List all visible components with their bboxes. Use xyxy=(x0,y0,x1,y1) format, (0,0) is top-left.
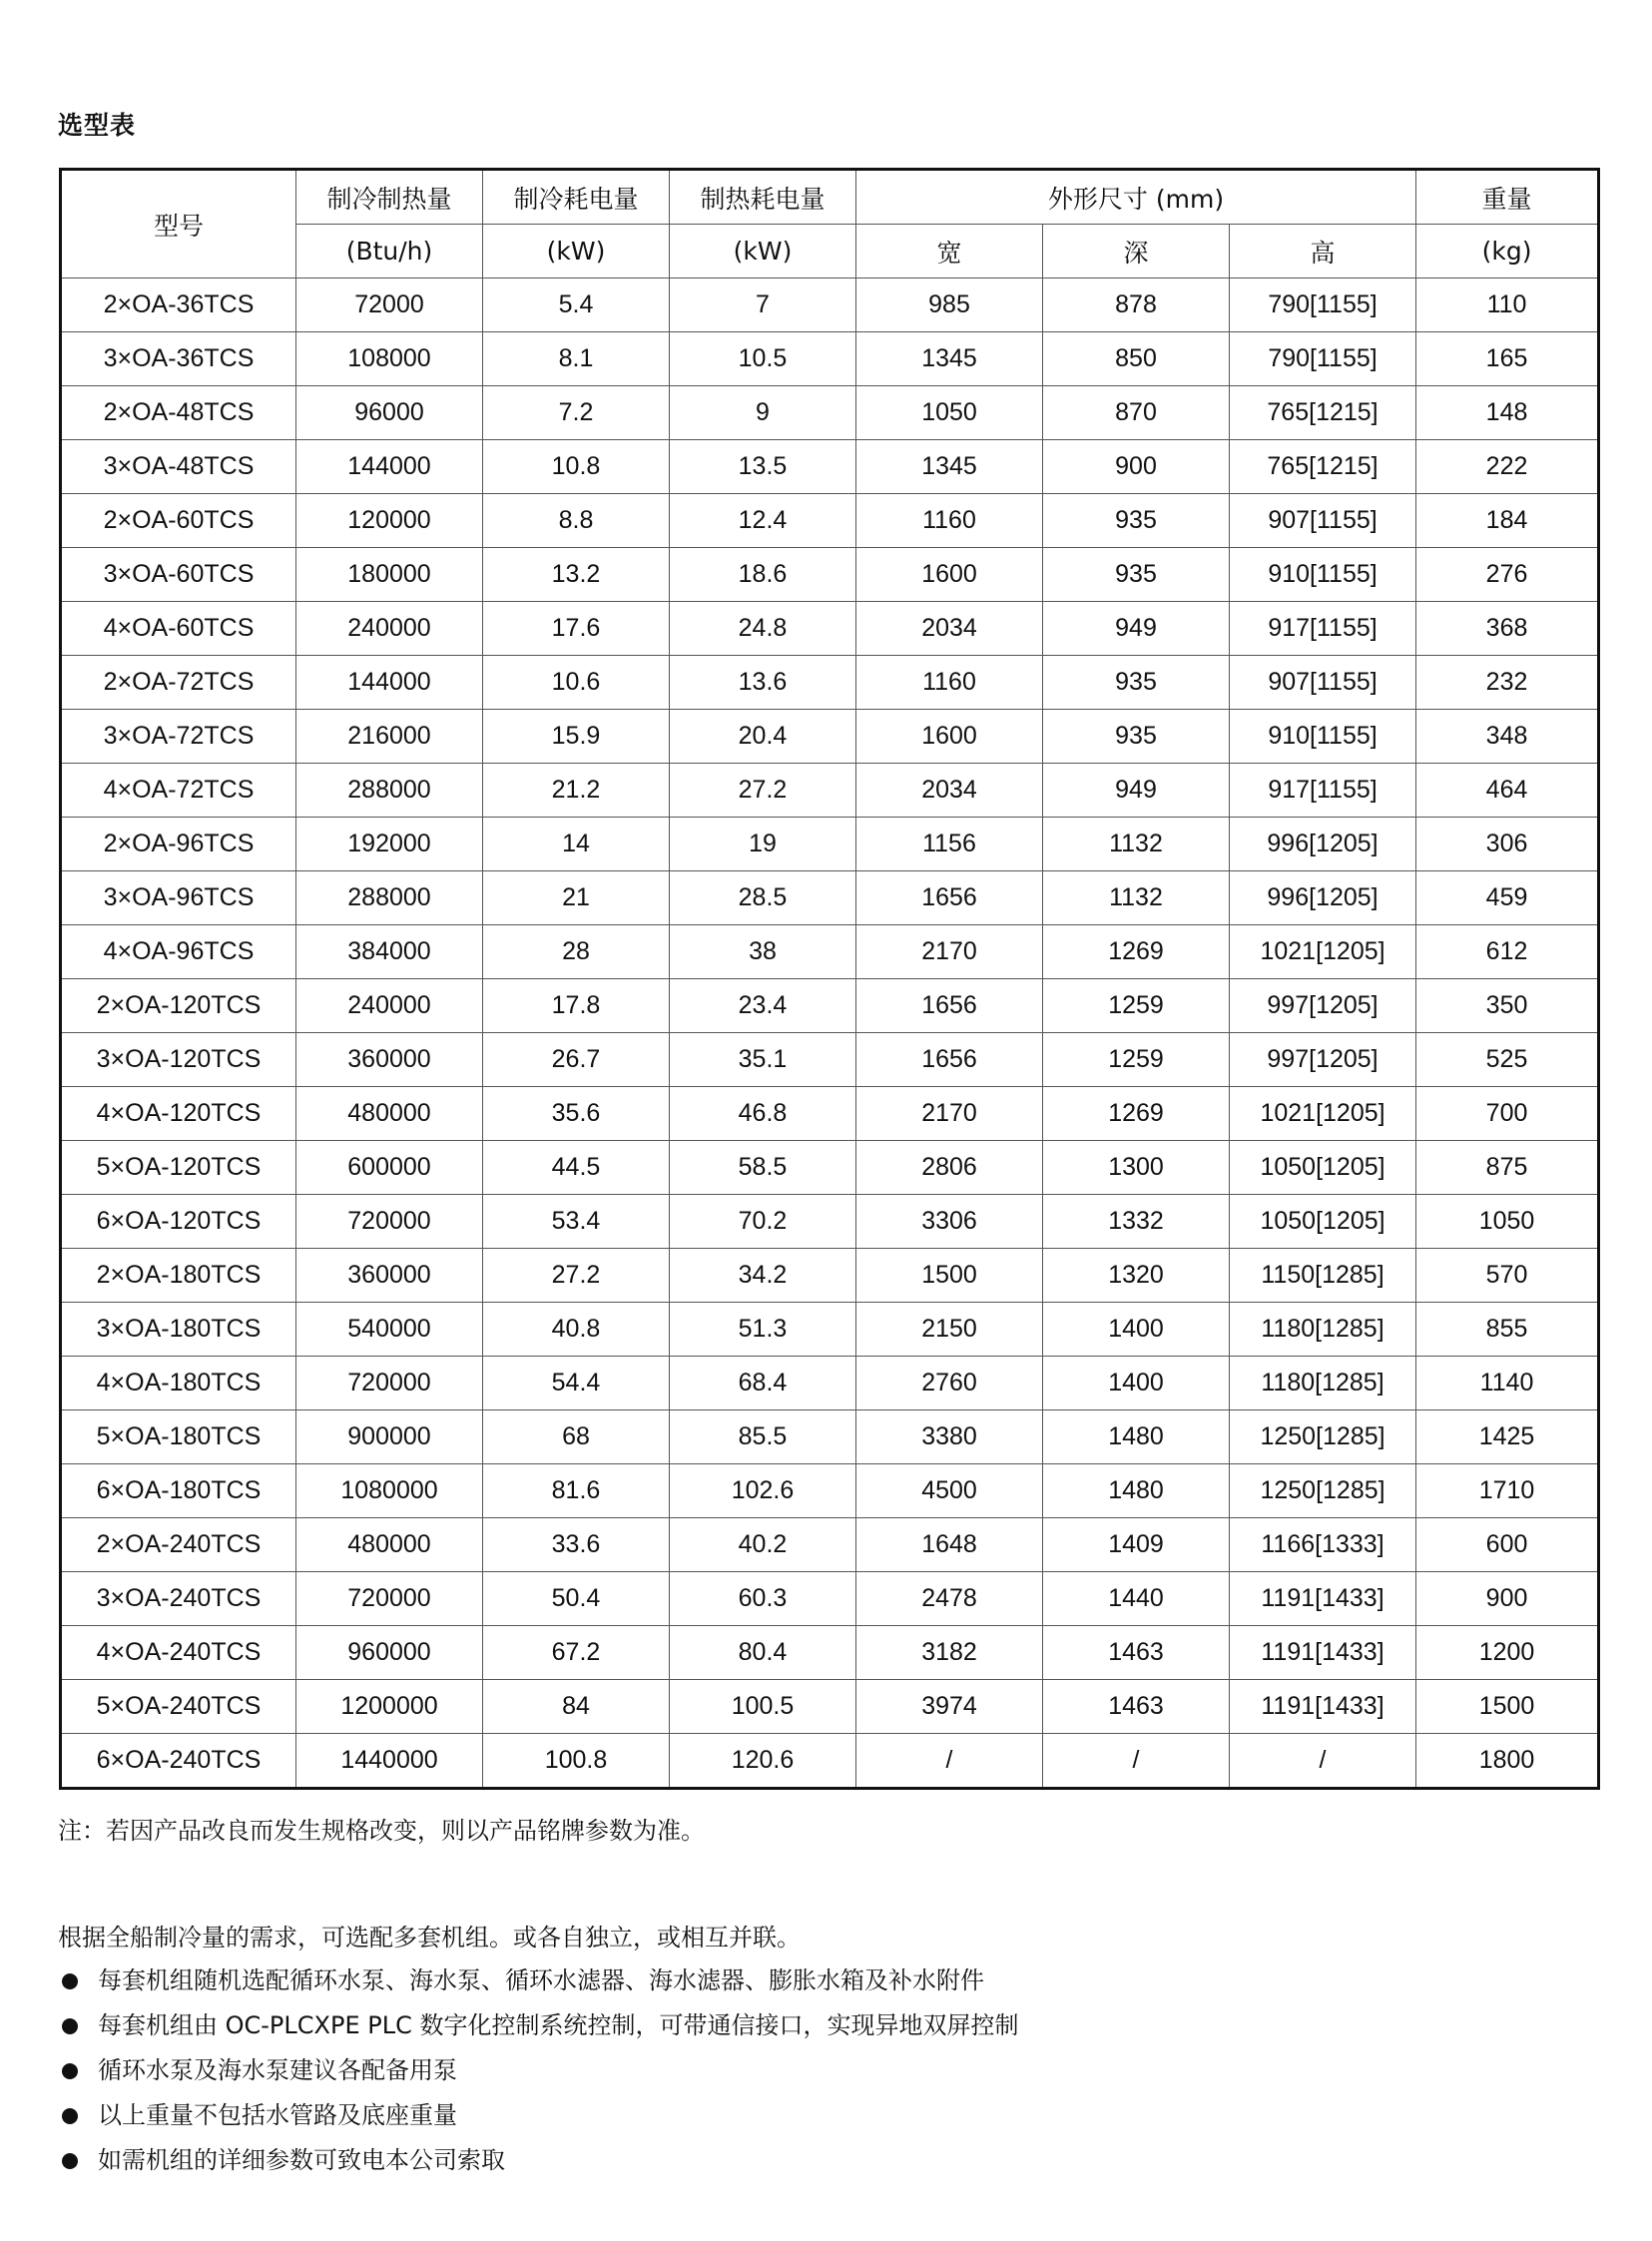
cell-depth: 1132 xyxy=(1043,818,1230,871)
cell-heat-power: 70.2 xyxy=(670,1195,856,1249)
cell-height: 1191[1433] xyxy=(1230,1572,1416,1626)
cell-cool-power: 10.8 xyxy=(483,440,670,494)
cell-weight: 900 xyxy=(1416,1572,1599,1626)
cell-width: 3380 xyxy=(856,1410,1043,1464)
cell-cool-power: 84 xyxy=(483,1680,670,1734)
cell-model: 4×OA-60TCS xyxy=(61,602,296,656)
cell-cool-heat: 360000 xyxy=(296,1033,483,1087)
cell-model: 2×OA-96TCS xyxy=(61,818,296,871)
cell-width: 1160 xyxy=(856,656,1043,710)
cell-cool-power: 35.6 xyxy=(483,1087,670,1141)
cell-heat-power: 13.6 xyxy=(670,656,856,710)
cell-cool-power: 26.7 xyxy=(483,1033,670,1087)
cell-cool-heat: 96000 xyxy=(296,386,483,440)
table-row xyxy=(61,764,1599,818)
cell-cool-heat: 192000 xyxy=(296,818,483,871)
cell-cool-heat: 480000 xyxy=(296,1087,483,1141)
cell-depth: 1463 xyxy=(1043,1626,1230,1680)
cell-cool-power: 27.2 xyxy=(483,1249,670,1303)
cell-height: 790[1155] xyxy=(1230,279,1416,332)
cell-heat-power: 20.4 xyxy=(670,710,856,764)
cell-cool-heat: 288000 xyxy=(296,764,483,818)
table-row xyxy=(61,279,1599,332)
cell-depth: 1259 xyxy=(1043,979,1230,1033)
cell-cool-power: 21 xyxy=(483,871,670,925)
bullet-dot-icon xyxy=(62,2018,78,2034)
cell-cool-heat: 1440000 xyxy=(296,1734,483,1789)
cell-height: 907[1155] xyxy=(1230,494,1416,548)
cell-depth: 1269 xyxy=(1043,1087,1230,1141)
cell-cool-power: 14 xyxy=(483,818,670,871)
cell-depth: 935 xyxy=(1043,710,1230,764)
cell-cool-heat: 720000 xyxy=(296,1195,483,1249)
cell-height: 1050[1205] xyxy=(1230,1141,1416,1195)
cell-width: 2760 xyxy=(856,1357,1043,1410)
table-row xyxy=(61,710,1599,764)
cell-model: 2×OA-240TCS xyxy=(61,1518,296,1572)
cell-cool-power: 54.4 xyxy=(483,1357,670,1410)
table-row xyxy=(61,1410,1599,1464)
bullet-item: 每套机组由 OC-PLCXPE PLC 数字化控制系统控制，可带通信接口，实现异地双屏控制 xyxy=(58,2003,1018,2048)
cell-height: 910[1155] xyxy=(1230,710,1416,764)
cell-height: 917[1155] xyxy=(1230,602,1416,656)
cell-cool-heat: 72000 xyxy=(296,279,483,332)
cell-cool-power: 81.6 xyxy=(483,1464,670,1518)
cell-heat-power: 9 xyxy=(670,386,856,440)
cell-cool-power: 33.6 xyxy=(483,1518,670,1572)
cell-cool-heat: 720000 xyxy=(296,1572,483,1626)
cell-width: 3182 xyxy=(856,1626,1043,1680)
header-dimensions: 外形尺寸 (mm) xyxy=(856,170,1416,225)
unit-heat-power: (kW) xyxy=(670,225,856,279)
header-cool-heat: 制冷制热量 xyxy=(296,170,483,225)
cell-heat-power: 46.8 xyxy=(670,1087,856,1141)
cell-height: 917[1155] xyxy=(1230,764,1416,818)
bullet-dot-icon xyxy=(62,2153,78,2169)
cell-model: 2×OA-48TCS xyxy=(61,386,296,440)
cell-heat-power: 120.6 xyxy=(670,1734,856,1789)
cell-model: 2×OA-120TCS xyxy=(61,979,296,1033)
cell-width: 3974 xyxy=(856,1680,1043,1734)
bullet-item: 以上重量不包括水管路及底座重量 xyxy=(58,2093,1018,2138)
cell-weight: 222 xyxy=(1416,440,1599,494)
cell-cool-heat: 240000 xyxy=(296,979,483,1033)
cell-cool-power: 40.8 xyxy=(483,1303,670,1357)
cell-heat-power: 102.6 xyxy=(670,1464,856,1518)
cell-height: 910[1155] xyxy=(1230,548,1416,602)
cell-depth: 935 xyxy=(1043,494,1230,548)
cell-cool-power: 68 xyxy=(483,1410,670,1464)
cell-weight: 525 xyxy=(1416,1033,1599,1087)
bullet-dot-icon xyxy=(62,2108,78,2124)
cell-heat-power: 13.5 xyxy=(670,440,856,494)
cell-weight: 1500 xyxy=(1416,1680,1599,1734)
cell-cool-heat: 240000 xyxy=(296,602,483,656)
unit-weight: (kg) xyxy=(1416,225,1599,279)
cell-cool-heat: 1080000 xyxy=(296,1464,483,1518)
cell-weight: 1800 xyxy=(1416,1734,1599,1789)
cell-heat-power: 12.4 xyxy=(670,494,856,548)
cell-cool-power: 13.2 xyxy=(483,548,670,602)
cell-weight: 570 xyxy=(1416,1249,1599,1303)
section-title: 选型表 xyxy=(58,111,137,140)
cell-model: 4×OA-72TCS xyxy=(61,764,296,818)
cell-cool-heat: 108000 xyxy=(296,332,483,386)
cell-cool-power: 5.4 xyxy=(483,279,670,332)
table-row xyxy=(61,1357,1599,1410)
table-row xyxy=(61,1464,1599,1518)
cell-depth: / xyxy=(1043,1734,1230,1789)
cell-model: 4×OA-96TCS xyxy=(61,925,296,979)
cell-cool-power: 53.4 xyxy=(483,1195,670,1249)
bullet-dot-icon xyxy=(62,2063,78,2079)
cell-model: 3×OA-72TCS xyxy=(61,710,296,764)
table-row xyxy=(61,1680,1599,1734)
table-row xyxy=(61,386,1599,440)
cell-depth: 1400 xyxy=(1043,1357,1230,1410)
cell-weight: 110 xyxy=(1416,279,1599,332)
table-row xyxy=(61,548,1599,602)
cell-cool-heat: 600000 xyxy=(296,1141,483,1195)
table-row xyxy=(61,871,1599,925)
cell-weight: 700 xyxy=(1416,1087,1599,1141)
table-row xyxy=(61,1087,1599,1141)
cell-width: 985 xyxy=(856,279,1043,332)
cell-model: 3×OA-180TCS xyxy=(61,1303,296,1357)
unit-height: 高 xyxy=(1230,225,1416,279)
cell-cool-power: 15.9 xyxy=(483,710,670,764)
cell-weight: 1200 xyxy=(1416,1626,1599,1680)
cell-cool-heat: 360000 xyxy=(296,1249,483,1303)
cell-width: 2034 xyxy=(856,764,1043,818)
table-row xyxy=(61,1734,1599,1789)
cell-width: 1160 xyxy=(856,494,1043,548)
cell-width: 2170 xyxy=(856,925,1043,979)
cell-model: 5×OA-120TCS xyxy=(61,1141,296,1195)
cell-width: 1656 xyxy=(856,1033,1043,1087)
cell-depth: 870 xyxy=(1043,386,1230,440)
cell-weight: 600 xyxy=(1416,1518,1599,1572)
bullet-item: 每套机组随机选配循环水泵、海水泵、循环水滤器、海水滤器、膨胀水箱及补水附件 xyxy=(58,1959,1018,2003)
cell-height: 765[1215] xyxy=(1230,386,1416,440)
table-row xyxy=(61,1303,1599,1357)
bullet-item: 循环水泵及海水泵建议各配备用泵 xyxy=(58,2048,1018,2093)
cell-heat-power: 34.2 xyxy=(670,1249,856,1303)
cell-depth: 1400 xyxy=(1043,1303,1230,1357)
cell-heat-power: 68.4 xyxy=(670,1357,856,1410)
cell-cool-power: 50.4 xyxy=(483,1572,670,1626)
header-model: 型号 xyxy=(61,170,296,279)
cell-heat-power: 40.2 xyxy=(670,1518,856,1572)
table-row xyxy=(61,1626,1599,1680)
cell-height: 1021[1205] xyxy=(1230,1087,1416,1141)
cell-heat-power: 80.4 xyxy=(670,1626,856,1680)
cell-depth: 1480 xyxy=(1043,1410,1230,1464)
cell-height: 1191[1433] xyxy=(1230,1626,1416,1680)
cell-model: 2×OA-72TCS xyxy=(61,656,296,710)
cell-cool-power: 8.1 xyxy=(483,332,670,386)
cell-model: 5×OA-180TCS xyxy=(61,1410,296,1464)
cell-width: 3306 xyxy=(856,1195,1043,1249)
cell-weight: 855 xyxy=(1416,1303,1599,1357)
cell-width: 1156 xyxy=(856,818,1043,871)
table-header-row xyxy=(61,170,1599,225)
cell-depth: 1132 xyxy=(1043,871,1230,925)
cell-height: 1250[1285] xyxy=(1230,1410,1416,1464)
cell-width: 1648 xyxy=(856,1518,1043,1572)
unit-cool-power: (kW) xyxy=(483,225,670,279)
table-row xyxy=(61,925,1599,979)
cell-model: 2×OA-180TCS xyxy=(61,1249,296,1303)
cell-heat-power: 10.5 xyxy=(670,332,856,386)
cell-model: 5×OA-240TCS xyxy=(61,1680,296,1734)
cell-model: 3×OA-240TCS xyxy=(61,1572,296,1626)
cell-heat-power: 51.3 xyxy=(670,1303,856,1357)
cell-weight: 350 xyxy=(1416,979,1599,1033)
table-row xyxy=(61,979,1599,1033)
table-row xyxy=(61,494,1599,548)
cell-weight: 612 xyxy=(1416,925,1599,979)
cell-cool-heat: 144000 xyxy=(296,440,483,494)
cell-height: 997[1205] xyxy=(1230,1033,1416,1087)
selection-table xyxy=(59,168,1600,1790)
table-row xyxy=(61,1249,1599,1303)
cell-heat-power: 19 xyxy=(670,818,856,871)
cell-depth: 900 xyxy=(1043,440,1230,494)
cell-depth: 878 xyxy=(1043,279,1230,332)
cell-depth: 1463 xyxy=(1043,1680,1230,1734)
unit-width: 宽 xyxy=(856,225,1043,279)
table-row xyxy=(61,1195,1599,1249)
cell-heat-power: 23.4 xyxy=(670,979,856,1033)
cell-width: / xyxy=(856,1734,1043,1789)
cell-depth: 949 xyxy=(1043,602,1230,656)
cell-depth: 949 xyxy=(1043,764,1230,818)
cell-heat-power: 35.1 xyxy=(670,1033,856,1087)
intro-text: 根据全船制冷量的需求，可选配多套机组。或各自独立，或相互并联。 xyxy=(58,1924,801,1952)
cell-heat-power: 27.2 xyxy=(670,764,856,818)
cell-cool-heat: 288000 xyxy=(296,871,483,925)
table-row xyxy=(61,1572,1599,1626)
cell-cool-heat: 1200000 xyxy=(296,1680,483,1734)
table-row xyxy=(61,656,1599,710)
cell-width: 1600 xyxy=(856,710,1043,764)
cell-weight: 148 xyxy=(1416,386,1599,440)
cell-cool-heat: 900000 xyxy=(296,1410,483,1464)
cell-depth: 1269 xyxy=(1043,925,1230,979)
cell-weight: 1050 xyxy=(1416,1195,1599,1249)
cell-depth: 1440 xyxy=(1043,1572,1230,1626)
cell-depth: 1300 xyxy=(1043,1141,1230,1195)
cell-heat-power: 7 xyxy=(670,279,856,332)
cell-weight: 1710 xyxy=(1416,1464,1599,1518)
cell-heat-power: 24.8 xyxy=(670,602,856,656)
cell-heat-power: 58.5 xyxy=(670,1141,856,1195)
cell-model: 3×OA-60TCS xyxy=(61,548,296,602)
cell-weight: 232 xyxy=(1416,656,1599,710)
cell-weight: 1140 xyxy=(1416,1357,1599,1410)
cell-cool-heat: 960000 xyxy=(296,1626,483,1680)
cell-height: 1021[1205] xyxy=(1230,925,1416,979)
cell-depth: 935 xyxy=(1043,656,1230,710)
cell-width: 2150 xyxy=(856,1303,1043,1357)
table-row xyxy=(61,1518,1599,1572)
cell-weight: 306 xyxy=(1416,818,1599,871)
header-heat-power: 制热耗电量 xyxy=(670,170,856,225)
cell-width: 4500 xyxy=(856,1464,1043,1518)
table-row xyxy=(61,602,1599,656)
cell-height: 765[1215] xyxy=(1230,440,1416,494)
cell-depth: 850 xyxy=(1043,332,1230,386)
cell-width: 1600 xyxy=(856,548,1043,602)
cell-cool-power: 100.8 xyxy=(483,1734,670,1789)
cell-model: 2×OA-60TCS xyxy=(61,494,296,548)
cell-cool-heat: 120000 xyxy=(296,494,483,548)
cell-cool-power: 67.2 xyxy=(483,1626,670,1680)
header-cool-power: 制冷耗电量 xyxy=(483,170,670,225)
cell-cool-heat: 180000 xyxy=(296,548,483,602)
cell-cool-heat: 384000 xyxy=(296,925,483,979)
cell-width: 1500 xyxy=(856,1249,1043,1303)
unit-cool-heat: (Btu/h) xyxy=(296,225,483,279)
cell-width: 1050 xyxy=(856,386,1043,440)
cell-weight: 348 xyxy=(1416,710,1599,764)
cell-cool-power: 44.5 xyxy=(483,1141,670,1195)
cell-weight: 368 xyxy=(1416,602,1599,656)
cell-weight: 459 xyxy=(1416,871,1599,925)
bullet-item: 如需机组的详细参数可致电本公司索取 xyxy=(58,2138,1018,2183)
cell-heat-power: 28.5 xyxy=(670,871,856,925)
cell-cool-heat: 720000 xyxy=(296,1357,483,1410)
cell-height: 1050[1205] xyxy=(1230,1195,1416,1249)
cell-depth: 935 xyxy=(1043,548,1230,602)
cell-weight: 875 xyxy=(1416,1141,1599,1195)
cell-cool-power: 10.6 xyxy=(483,656,670,710)
cell-model: 4×OA-180TCS xyxy=(61,1357,296,1410)
cell-cool-power: 17.6 xyxy=(483,602,670,656)
table-row xyxy=(61,332,1599,386)
cell-weight: 1425 xyxy=(1416,1410,1599,1464)
cell-height: 1150[1285] xyxy=(1230,1249,1416,1303)
cell-heat-power: 60.3 xyxy=(670,1572,856,1626)
cell-cool-heat: 480000 xyxy=(296,1518,483,1572)
header-weight: 重量 xyxy=(1416,170,1599,225)
cell-cool-power: 21.2 xyxy=(483,764,670,818)
cell-model: 3×OA-96TCS xyxy=(61,871,296,925)
unit-depth: 深 xyxy=(1043,225,1230,279)
cell-depth: 1480 xyxy=(1043,1464,1230,1518)
cell-height: 997[1205] xyxy=(1230,979,1416,1033)
cell-model: 4×OA-120TCS xyxy=(61,1087,296,1141)
cell-model: 3×OA-120TCS xyxy=(61,1033,296,1087)
cell-height: 1166[1333] xyxy=(1230,1518,1416,1572)
cell-model: 6×OA-240TCS xyxy=(61,1734,296,1789)
cell-width: 1345 xyxy=(856,440,1043,494)
cell-width: 1345 xyxy=(856,332,1043,386)
cell-depth: 1332 xyxy=(1043,1195,1230,1249)
cell-cool-heat: 216000 xyxy=(296,710,483,764)
cell-height: 907[1155] xyxy=(1230,656,1416,710)
table-row xyxy=(61,818,1599,871)
cell-heat-power: 38 xyxy=(670,925,856,979)
cell-heat-power: 100.5 xyxy=(670,1680,856,1734)
cell-weight: 165 xyxy=(1416,332,1599,386)
cell-cool-power: 7.2 xyxy=(483,386,670,440)
cell-height: 996[1205] xyxy=(1230,818,1416,871)
table-row xyxy=(61,1141,1599,1195)
cell-height: 790[1155] xyxy=(1230,332,1416,386)
table-row xyxy=(61,440,1599,494)
cell-model: 3×OA-36TCS xyxy=(61,332,296,386)
cell-model: 3×OA-48TCS xyxy=(61,440,296,494)
table-row xyxy=(61,1033,1599,1087)
cell-height: 1180[1285] xyxy=(1230,1303,1416,1357)
cell-cool-power: 17.8 xyxy=(483,979,670,1033)
cell-heat-power: 18.6 xyxy=(670,548,856,602)
cell-model: 2×OA-36TCS xyxy=(61,279,296,332)
cell-width: 2478 xyxy=(856,1572,1043,1626)
cell-height: 1250[1285] xyxy=(1230,1464,1416,1518)
cell-width: 2806 xyxy=(856,1141,1043,1195)
cell-width: 2170 xyxy=(856,1087,1043,1141)
cell-height: / xyxy=(1230,1734,1416,1789)
cell-depth: 1320 xyxy=(1043,1249,1230,1303)
cell-width: 1656 xyxy=(856,871,1043,925)
cell-model: 4×OA-240TCS xyxy=(61,1626,296,1680)
bullet-list xyxy=(58,1959,1018,2183)
cell-height: 1180[1285] xyxy=(1230,1357,1416,1410)
bullet-dot-icon xyxy=(62,1973,78,1989)
cell-depth: 1259 xyxy=(1043,1033,1230,1087)
footnote: 注：若因产品改良而发生规格改变，则以产品铭牌参数为准。 xyxy=(58,1817,705,1845)
table-body xyxy=(61,279,1599,1789)
cell-height: 996[1205] xyxy=(1230,871,1416,925)
cell-heat-power: 85.5 xyxy=(670,1410,856,1464)
cell-width: 2034 xyxy=(856,602,1043,656)
cell-weight: 464 xyxy=(1416,764,1599,818)
cell-height: 1191[1433] xyxy=(1230,1680,1416,1734)
cell-model: 6×OA-180TCS xyxy=(61,1464,296,1518)
cell-weight: 276 xyxy=(1416,548,1599,602)
cell-cool-heat: 540000 xyxy=(296,1303,483,1357)
cell-model: 6×OA-120TCS xyxy=(61,1195,296,1249)
cell-cool-power: 8.8 xyxy=(483,494,670,548)
cell-depth: 1409 xyxy=(1043,1518,1230,1572)
cell-width: 1656 xyxy=(856,979,1043,1033)
cell-weight: 184 xyxy=(1416,494,1599,548)
cell-cool-power: 28 xyxy=(483,925,670,979)
cell-cool-heat: 144000 xyxy=(296,656,483,710)
